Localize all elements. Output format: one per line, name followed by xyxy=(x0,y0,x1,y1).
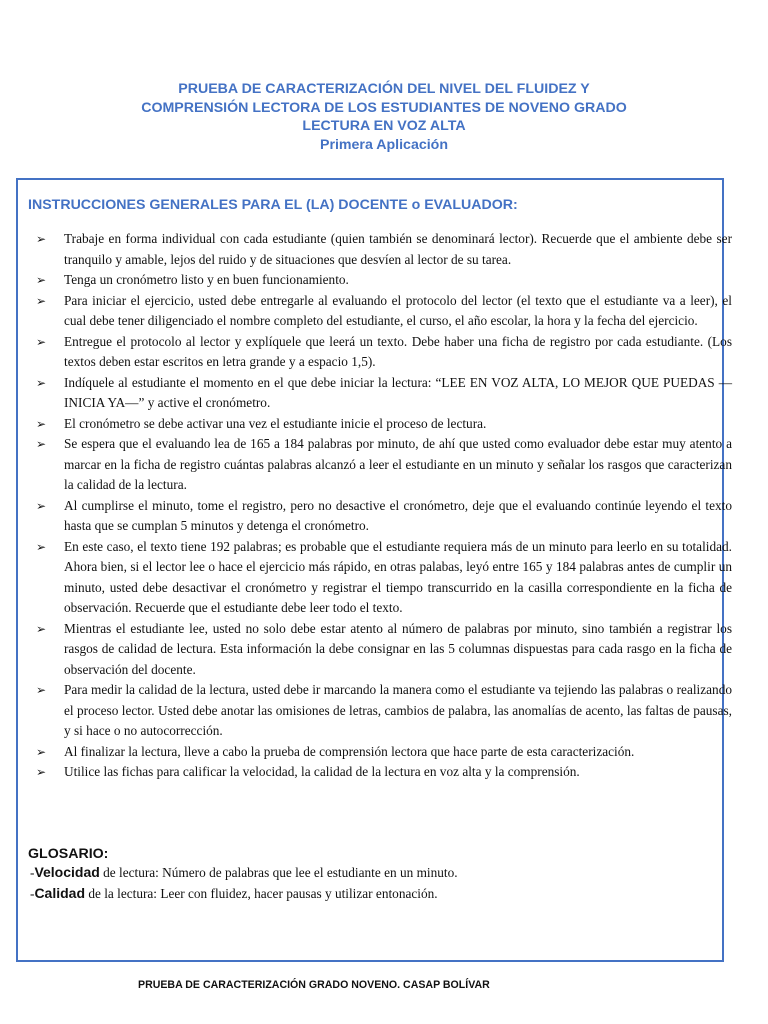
arrow-bullet-icon: ➢ xyxy=(36,498,47,513)
glossary-entry-calidad xyxy=(30,883,438,904)
arrow-bullet-icon: ➢ xyxy=(36,375,47,390)
arrow-bullet-icon: ➢ xyxy=(36,293,47,308)
document-header xyxy=(0,80,768,154)
arrow-bullet-icon: ➢ xyxy=(36,621,47,636)
list-item xyxy=(36,332,732,373)
glossary-term: Calidad xyxy=(34,885,86,901)
glossary-prefix: - xyxy=(30,886,35,901)
arrow-bullet-icon: ➢ xyxy=(36,539,47,554)
arrow-bullet-icon: ➢ xyxy=(36,416,47,431)
list-item xyxy=(36,619,732,681)
glossary-entry-velocidad xyxy=(30,862,458,883)
list-item xyxy=(36,270,732,291)
glossary-title: GLOSARIO: xyxy=(28,846,109,862)
list-item-text: Al cumplirse el minuto, tome el registro, pero no desactive el cronómetro, deje que el evaluando continúe leyendo el texto hasta que se cumplan 5 minutos y detenga el cronómetro. xyxy=(64,497,732,533)
arrow-bullet-icon: ➢ xyxy=(36,232,47,246)
glossary-term: Velocidad xyxy=(34,864,100,880)
arrow-bullet-icon: ➢ xyxy=(36,437,47,451)
list-item xyxy=(36,373,732,414)
list-item-text: Al finalizar la lectura, lleve a cabo la prueba de comprensión lectora que hace parte de esta caracterización. xyxy=(64,743,635,759)
page-footer: PRUEBA DE CARACTERIZACIÓN GRADO NOVENO. CASAP BOLÍVAR xyxy=(138,979,490,991)
list-item xyxy=(36,414,732,435)
header-title-line-1: PRUEBA DE CARACTERIZACIÓN DEL NIVEL DEL FLUIDEZ Y xyxy=(178,81,590,97)
list-item xyxy=(36,680,732,742)
header-title-line-2: COMPRENSIÓN LECTORA DE LOS ESTUDIANTES DE NOVENO GRADO xyxy=(141,99,627,116)
list-item-text: Se espera que el evaluando lea de 165 a 184 palabras por minuto, de ahí que usted como evaluador debe estar muy atento a marcar en la ficha de registro cuántas palabras alcanzó a leer el estudiante en un minuto y señalar los rasgos que caracterizan la calidad de la lectura. xyxy=(64,436,732,492)
header-subtitle: Primera Aplicación xyxy=(320,136,448,153)
list-item xyxy=(36,291,732,332)
arrow-bullet-icon: ➢ xyxy=(36,273,47,287)
arrow-bullet-icon: ➢ xyxy=(36,765,47,779)
list-item xyxy=(36,434,732,496)
glossary-definition: de la lectura: Leer con fluidez, hacer pausas y utilizar entonación. xyxy=(85,886,438,901)
instructions-title: INSTRUCCIONES GENERALES PARA EL (LA) DOCENTE o EVALUADOR: xyxy=(28,197,518,213)
list-item-text: Indíquele al estudiante el momento en el que debe iniciar la lectura: “LEE EN VOZ ALTA, LO MEJOR QUE PUEDAS —INICIA YA—” y active el cronómetro. xyxy=(64,374,732,410)
arrow-bullet-icon: ➢ xyxy=(36,683,47,697)
list-item-text: El cronómetro se debe activar una vez el estudiante inicie el proceso de lectura. xyxy=(64,415,487,431)
list-item-text: Para iniciar el ejercicio, usted debe entregarle al evaluando el protocolo del lector (el texto que el estudiante va a leer), el cual debe tener diligenciado el nombre completo del estudiante, el curso, el año escolar, la hora y la fecha del ejercicio. xyxy=(64,292,732,328)
list-item-text: Entregue el protocolo al lector y explíquele que leerá un texto. Debe haber una ficha de registro por cada estudiante. (Los textos deben estar escritos en letra grande y a espacio 1,5). xyxy=(64,333,732,369)
list-item-text: Tenga un cronómetro listo y en buen funcionamiento. xyxy=(64,272,349,287)
list-item xyxy=(36,229,732,270)
arrow-bullet-icon: ➢ xyxy=(36,334,47,349)
list-item xyxy=(36,496,732,537)
glossary-definition: de lectura: Número de palabras que lee el estudiante en un minuto. xyxy=(99,865,458,880)
list-item-text: Utilice las fichas para calificar la velocidad, la calidad de la lectura en voz alta y la comprensión. xyxy=(64,764,580,779)
list-item-text: Trabaje en forma individual con cada estudiante (quien también se denominará lector). Recuerde que el ambiente debe ser tranquilo y amable, lejos del ruido y de situaciones que desvíen al lector de su tarea. xyxy=(64,231,732,267)
arrow-bullet-icon: ➢ xyxy=(36,744,47,759)
list-item xyxy=(36,537,732,619)
list-item xyxy=(36,742,732,763)
list-item-text: Mientras el estudiante lee, usted no solo debe estar atento al número de palabras por minuto, sino también a registrar los rasgos de calidad de lectura. Esta información la debe consignar en las 5 columnas dispuestas para cada rasgo en la ficha de observación del docente. xyxy=(64,620,732,677)
list-item xyxy=(36,762,732,783)
instructions-list xyxy=(36,229,732,783)
list-item-text: En este caso, el texto tiene 192 palabras; es probable que el estudiante requiera más de un minuto para leerlo en su totalidad. Ahora bien, si el lector lee o hace el ejercicio más rápido, en otras palabas, leyó entre 165 y 184 palabras antes de cumplir un minuto, usted debe desactivar el cronómetro y registrar el tiempo transcurrido en la casilla correspondiente en la ficha de observación. Recuerde que el estudiante debe leer todo el texto. xyxy=(64,538,732,615)
list-item-text: Para medir la calidad de la lectura, usted debe ir marcando la manera como el estudiante va tejiendo las palabras o realizando el proceso lector. Usted debe anotar las omisiones de letras, cambios de palabra, las anomalías de acento, las faltas de pausas, y si hace o no autocorrección. xyxy=(64,682,732,738)
header-title-line-3: LECTURA EN VOZ ALTA xyxy=(302,118,466,134)
glossary-prefix: - xyxy=(30,865,35,880)
